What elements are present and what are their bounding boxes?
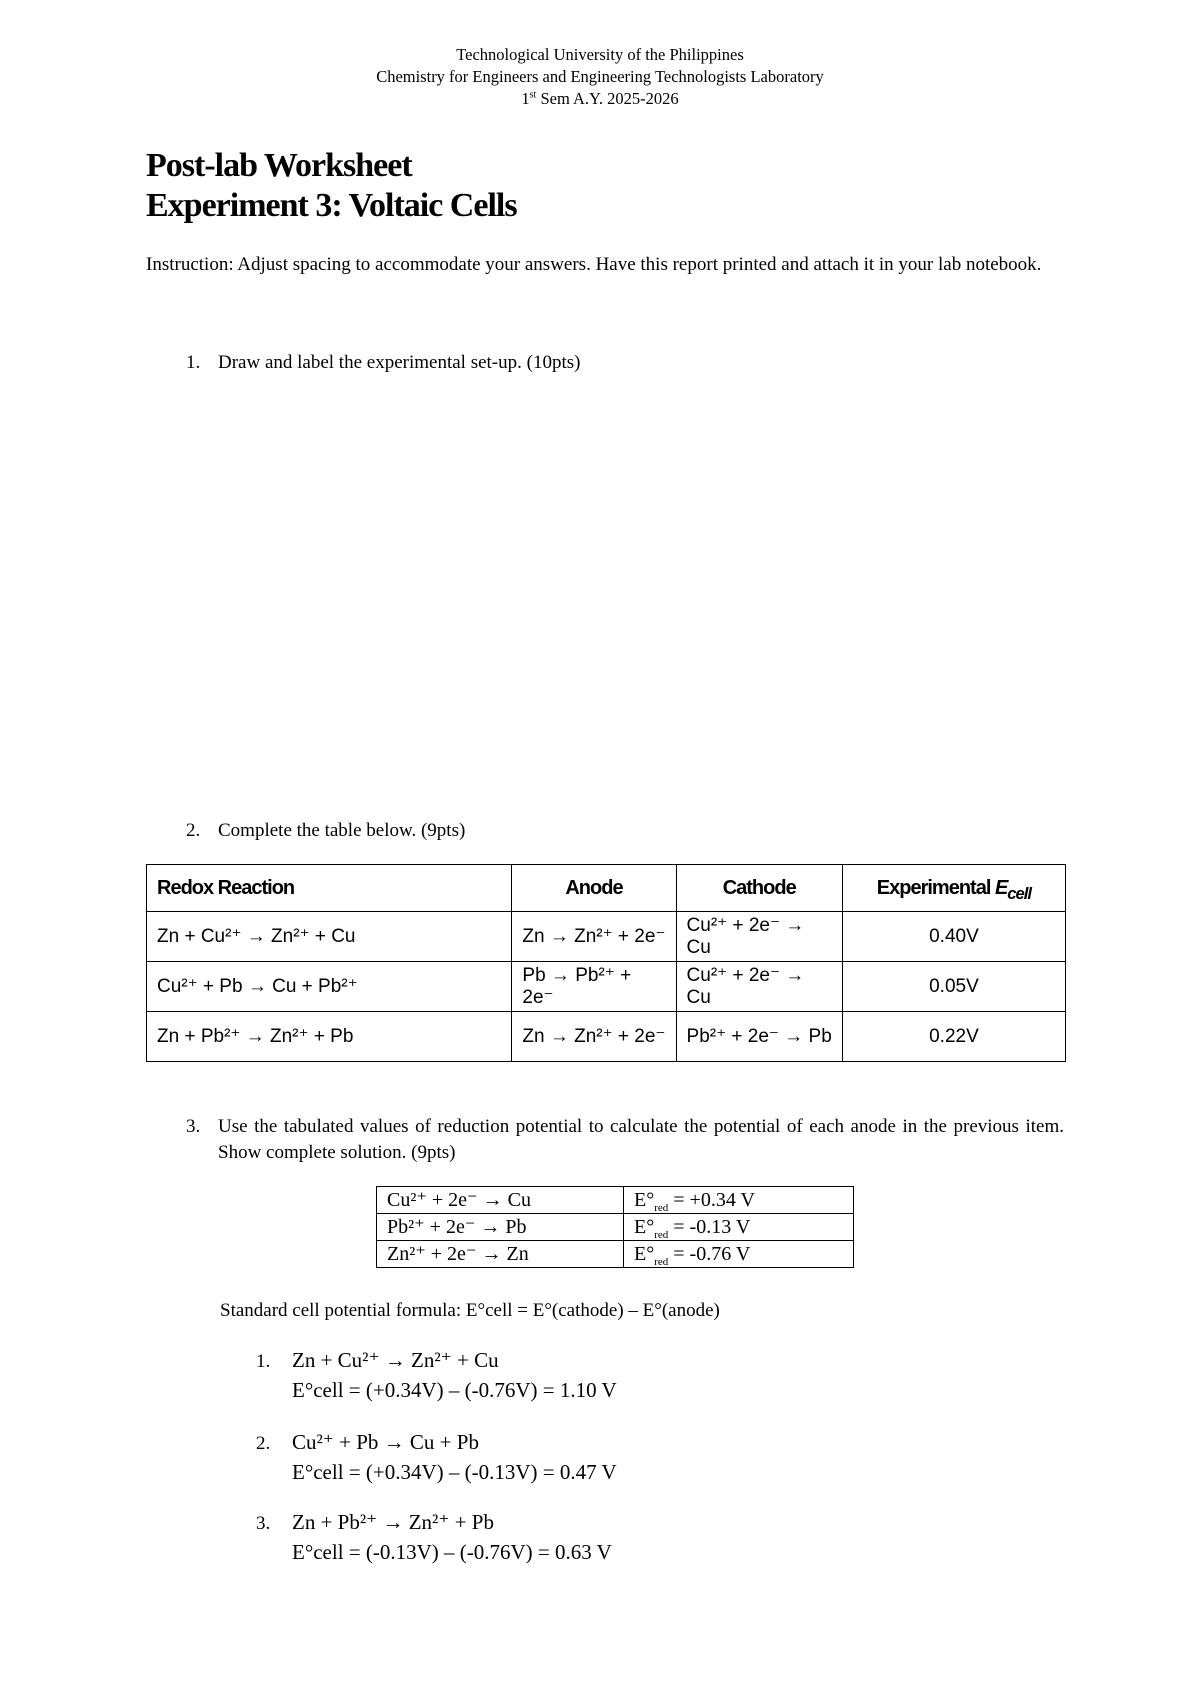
question-2-text: Complete the table below. (9pts) [218, 820, 466, 841]
question-1 [146, 350, 580, 376]
calculation-reaction: Cu²⁺ + Pb → Cu + Pb [292, 1430, 479, 1454]
reduction-potential: $E^\circ_{red} = -0.13$ V [624, 1214, 854, 1241]
cell-cathode: Cu²⁺ + 2e⁻ → Cu [676, 912, 842, 962]
question-2 [146, 818, 465, 844]
question-1-text: Draw and label the experimental set-up. (10pts) [218, 352, 581, 373]
calculation-equation: E°cell = (+0.34V) – (-0.76V) = 1.10 V [292, 1378, 617, 1402]
question-2-number: 2. [186, 820, 201, 841]
table-row [377, 1214, 854, 1241]
header-redox-reaction: Redox Reaction [147, 865, 512, 912]
table-row [147, 962, 1066, 1012]
calculation-number: 1. [256, 1351, 271, 1372]
question-3-number: 3. [186, 1116, 201, 1137]
half-reaction: Cu²⁺ + 2e⁻ → Cu [377, 1187, 624, 1214]
table-row [147, 912, 1066, 962]
results-table [146, 864, 1066, 1062]
cell-ecell: 0.22V [842, 1012, 1065, 1062]
calculation-number: 2. [256, 1433, 271, 1454]
document-header [0, 44, 1200, 110]
cell-reaction: Zn + Cu²⁺ → Zn²⁺ + Cu [147, 912, 512, 962]
table-row [147, 1012, 1066, 1062]
header-anode: Anode [512, 865, 676, 912]
title-line-1: Post-lab Worksheet [146, 147, 412, 184]
calculation-equation: E°cell = (-0.13V) – (-0.76V) = 0.63 V [292, 1540, 612, 1564]
question-1-number: 1. [186, 352, 201, 373]
cell-reaction: Zn + Pb²⁺ → Zn²⁺ + Pb [147, 1012, 512, 1062]
header-experimental-ecell: Experimental $E_{cell}$ [842, 865, 1065, 912]
table-row [377, 1241, 854, 1268]
cell-potential-formula: Standard cell potential formula: E°cell = E°(cathode) – E°(anode) [220, 1300, 720, 1321]
half-reaction: Zn²⁺ + 2e⁻ → Zn [377, 1241, 624, 1268]
instruction-text: Instruction: Adjust spacing to accommodate your answers. Have this report printed and attach it in your lab notebook. [146, 254, 1042, 275]
cell-ecell: 0.40V [842, 912, 1065, 962]
cell-anode: Pb → Pb²⁺ + 2e⁻ [512, 962, 676, 1012]
university-name: Technological University of the Philippines [456, 45, 744, 64]
reduction-potential: $E^\circ_{red} = -0.76$ V [624, 1241, 854, 1268]
calculation-2 [220, 1428, 617, 1486]
calculation-1 [220, 1346, 617, 1404]
calculation-reaction: Zn + Pb²⁺ → Zn²⁺ + Pb [292, 1510, 494, 1534]
semester-line: 1st Sem A.Y. 2025-2026 [521, 89, 679, 108]
title-line-2: Experiment 3: Voltaic Cells [146, 187, 517, 224]
table-header-row [147, 865, 1066, 912]
cell-cathode: Cu²⁺ + 2e⁻ → Cu [676, 962, 842, 1012]
calculation-equation: E°cell = (+0.34V) – (-0.13V) = 0.47 V [292, 1460, 617, 1484]
calculation-reaction: Zn + Cu²⁺ → Zn²⁺ + Cu [292, 1348, 499, 1372]
reduction-potential-table [376, 1186, 854, 1268]
half-reaction: Pb²⁺ + 2e⁻ → Pb [377, 1214, 624, 1241]
table-row [377, 1187, 854, 1214]
cell-anode: Zn → Zn²⁺ + 2e⁻ [512, 912, 676, 962]
cell-ecell: 0.05V [842, 962, 1065, 1012]
page-title [146, 146, 517, 226]
cell-anode: Zn → Zn²⁺ + 2e⁻ [512, 1012, 676, 1062]
cell-reaction: Cu²⁺ + Pb → Cu + Pb²⁺ [147, 962, 512, 1012]
calculation-number: 3. [256, 1513, 271, 1534]
cell-cathode: Pb²⁺ + 2e⁻ → Pb [676, 1012, 842, 1062]
calculation-3 [220, 1508, 612, 1566]
header-cathode: Cathode [676, 865, 842, 912]
reduction-potential: $E^\circ_{red} = +0.34$ V [624, 1187, 854, 1214]
question-3-text: Use the tabulated values of reduction potential to calculate the potential of each anode in the previous item. Show complete solution. (9pts) [218, 1116, 1064, 1163]
course-name: Chemistry for Engineers and Engineering Technologists Laboratory [376, 67, 824, 86]
